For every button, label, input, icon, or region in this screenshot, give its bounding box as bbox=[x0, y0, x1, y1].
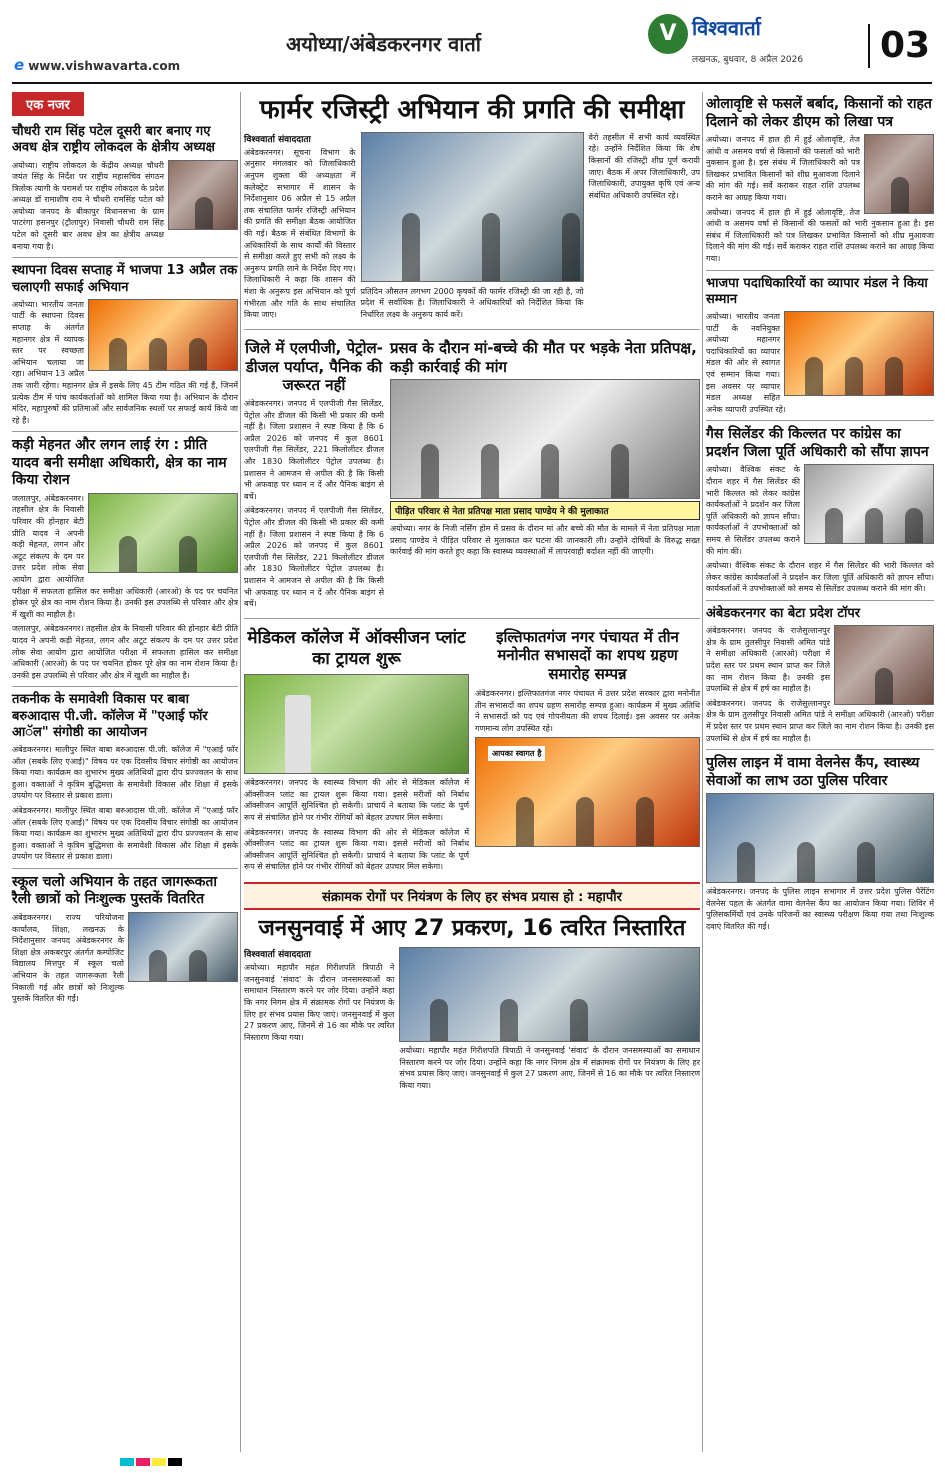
article-headline[interactable]: पुलिस लाइन में वामा वेलनेस कैंप, स्वास्थ्य सेवाओं का लाभ उठा पुलिस परिवार bbox=[706, 755, 920, 789]
person-figure bbox=[865, 508, 883, 544]
article-body: अयोध्या। वैश्विक संकट के दौरान शहर में गैस सिलेंडर की भारी किल्लत को लेकर कांग्रेस कार्यकर्ताओं ने प्रदर्शन कर जिला पूर्ति अधिकारी को ज्ञापन सौंपा। कार्यकर्ताओं ने उपभोक्ताओं को समय से सिलेंडर उपलब्ध कराने की मांग की। bbox=[706, 465, 800, 556]
person-figure bbox=[189, 338, 207, 370]
article-body: अयोध्या। जनपद में हाल ही में हुई ओलावृष्टि, तेज आंधी व असमय वर्षा से किसानों की फसलों को भारी नुकसान हुआ है। इस संबंध में जिलाधिकारी को पत्र लिखकर प्रभावित किसानों को शीघ्र मुआवजा दिलाने की मांग की गई। सर्वे कराकर राहत राशि उपलब्ध कराने का आग्रह किया गया। bbox=[706, 135, 860, 202]
oxygen-plant-photo bbox=[244, 674, 469, 774]
article-body: अंबेडकरनगर। जनपद में एलपीजी गैस सिलेंडर, पेट्रोल और डीजल की किसी भी प्रकार की कमी नहीं है। जिला प्रशासन ने स्पष्ट किया है कि 6 अप्रैल 2026 को जनपद में कुल 8601 एलपीजी गैस सिलेंडर, 221 किलोलीटर डीजल और 1830 किलोलीटर पेट्रोल उपलब्ध है। प्रशासन ने आमजन से अपील की है कि किसी भी अफवाह पर ध्यान न दें और पैनिक बाइंग से बचें। bbox=[244, 399, 384, 501]
article-headline[interactable]: स्कूल चलो अभियान के तहत जागरूकता रैली छात्रों को निःशुल्क पुस्तकें वितरित bbox=[12, 873, 218, 908]
person-figure bbox=[885, 357, 903, 395]
photo-caption: पीड़ित परिवार से नेता प्रतिपक्ष माता प्रसाद पाण्डेय ने की मुलाकात bbox=[390, 501, 700, 520]
person-figure bbox=[149, 338, 167, 370]
divider bbox=[12, 431, 238, 432]
article-headline[interactable]: अंबेडकरनगर का बेटा प्रदेश टॉपर bbox=[706, 605, 861, 621]
left-column bbox=[12, 92, 238, 1008]
article-body: अंबेडकरनगर। सूचना विभाग के अनुसार मंगलवार को जिलाधिकारी अनुपम शुक्ला की अध्यक्षता में कलेक्ट्रेट सभागार में शासन के निर्देशानुसार 06 अप्रैल से 15 अप्रैल तक संचालित फार्मर रजिस्ट्री अभियान की प्रगति की समीक्षा बैठक आयोजित की गई। बैठक में संबंधित विभागों के अधिकारियों के साथ कार्यों की विस्तार से समीक्षा करते हुए सभी को लक्ष्य के अनुरूप प्रगति लाने के निर्देश दिए गए। जिलाधिकारी ने कहा कि शासन की मंशा के अनुरूप इस अभियान को पूर्ण गंभीरता और गति के साथ संचालित किया जाए। bbox=[244, 147, 356, 320]
byline: विश्ववार्ता संवाददाता bbox=[244, 950, 311, 961]
article-headline[interactable]: चौधरी राम सिंह पटेल दूसरी बार बनाए गए अवध क्षेत्र राष्ट्रीय लोकदल के क्षेत्रीय अध्यक्ष bbox=[12, 124, 215, 156]
lead-headline[interactable]: फार्मर रजिस्ट्री अभियान की प्रगति की समीक्षा bbox=[259, 95, 685, 125]
person-figure bbox=[562, 213, 580, 281]
brand-logo-icon: V bbox=[648, 14, 688, 54]
divider bbox=[706, 749, 934, 750]
divider bbox=[12, 686, 238, 687]
portrait-photo bbox=[168, 160, 238, 230]
person-figure bbox=[891, 177, 909, 213]
oxygen-tank bbox=[285, 695, 311, 773]
person-figure bbox=[482, 213, 500, 281]
divider bbox=[12, 868, 238, 869]
person-figure bbox=[481, 444, 499, 498]
color-swatch bbox=[120, 1458, 134, 1466]
camp-photo bbox=[706, 793, 934, 883]
article-body: जलालपुर, अंबेडकरनगर। तहसील क्षेत्र के निवासी परिवार की होनहार बेटी प्रीति यादव ने अपनी कड़ी मेहनत, लगन और अटूट संकल्प के दम पर उत्तर प्रदेश लोक सेवा आयोग द्वारा आयोजित परीक्षा में सफलता हासिल कर समीक्षा अधिकारी (आरओ) के पद पर चयनित होकर पूरे क्षेत्र का नाम रोशन किया है। उनकी इस उपलब्धि से परिवार और क्षेत्र में खुशी का माहौल है। bbox=[12, 493, 238, 619]
column-divider bbox=[240, 92, 241, 1452]
person-figure bbox=[737, 842, 755, 882]
website-link[interactable] bbox=[14, 56, 180, 74]
person-figure bbox=[805, 357, 823, 395]
person-figure bbox=[195, 197, 213, 228]
divider bbox=[244, 618, 700, 619]
article-body: वेरो तहसील में सभी कार्य व्यवस्थित रहे। उन्होंने निर्देशित किया कि शेष किसानों की रजिस्ट्री शीघ्र पूर्ण करायी जाए। बैठक में अपर जिलाधिकारी, उप जिलाधिकारी, उपायुक्त कृषि एवं अन्य संबंधित अधिकारी उपस्थित रहे। bbox=[588, 132, 700, 200]
hearing-photo bbox=[399, 947, 700, 1042]
person-figure bbox=[179, 536, 197, 572]
dateline: लखनऊ, बुधवार, 8 अप्रैल 2026 bbox=[692, 55, 804, 65]
person-figure bbox=[611, 444, 629, 498]
divider bbox=[706, 420, 934, 421]
article-body: अयोध्या। महापौर महंत गिरीशपति त्रिपाठी ने जनसुनवाई 'संवाद' के दौरान जनसमस्याओं का समाधान निस्तारण करने पर जोर दिया। उन्होंने कहा कि नगर निगम क्षेत्र में संक्रामक रोगों पर नियंत्रण के लिए हर संभव प्रयास किए जाएं। जनसुनवाई में कुल 27 प्रकरण आए, जिनमें से 16 का मौके पर त्वरित निस्तारण किया गया। bbox=[244, 963, 395, 1042]
person-figure bbox=[905, 508, 923, 544]
article-headline[interactable]: भाजपा पदाधिकारियों का व्यापार मंडल ने किया सम्मान bbox=[706, 275, 928, 307]
person-figure bbox=[825, 508, 843, 544]
rally-photo bbox=[128, 912, 238, 982]
article-body: अंबेडकरनगर। मालीपुर स्थित बाबा बरुआदास पी.जी. कॉलेज में "एआई फॉर ऑल (सबके लिए एआई)" विषय पर एक दिवसीय विचार संगोष्ठी का आयोजन किया गया। कार्यक्रम का शुभारंभ मुख्य अतिथियों द्वारा दीप प्रज्ज्वलन के साथ हुआ। वक्ताओं ने कृत्रिम बुद्धिमत्ता के समावेशी विकास और शिक्षा में इसके उपयोग पर विस्तार से प्रकाश डाला। bbox=[12, 745, 238, 801]
article-body: अयोध्या। जनपद में हाल ही में हुई ओलावृष्टि, तेज आंधी व असमय वर्षा से किसानों की फसलों को भारी नुकसान हुआ है। इस संबंध में जिलाधिकारी को पत्र लिखकर प्रभावित किसानों को शीघ्र मुआवजा दिलाने की मांग की गई। सर्वे कराकर राहत राशि उपलब्ध कराने का आग्रह किया गया। bbox=[706, 207, 934, 263]
middle-column bbox=[244, 92, 700, 1095]
person-figure bbox=[402, 213, 420, 281]
article-body: अयोध्या। महापौर महंत गिरीशपति त्रिपाठी ने जनसुनवाई 'संवाद' के दौरान जनसमस्याओं का समाधान निस्तारण करने पर जोर दिया। उन्होंने कहा कि नगर निगम क्षेत्र में संक्रामक रोगों पर नियंत्रण के लिए हर संभव प्रयास किए जाएं। जनसुनवाई में कुल 27 प्रकरण आए, जिनमें से 16 का मौके पर त्वरित निस्तारण किया गया। bbox=[399, 1046, 700, 1091]
portrait-photo bbox=[864, 134, 934, 214]
person-figure bbox=[189, 950, 207, 981]
section-tag: एक नजर bbox=[12, 92, 84, 116]
person-figure bbox=[576, 797, 594, 847]
meeting-photo bbox=[361, 132, 584, 282]
article-body: अंबेडकरनगर। जनपद के स्वास्थ्य विभाग की ओर से मेडिकल कॉलेज में ऑक्सीजन प्लांट का ट्रायल शुरू किया गया। इससे मरीजों को निर्बाध ऑक्सीजन आपूर्ति सुनिश्चित हो सकेगी। प्राचार्य ने बताया कि प्लांट के पूर्ण रूप से संचालित होने पर गंभीर रोगियों को बेहतर उपचार मिल सकेगा। bbox=[244, 827, 469, 872]
divider bbox=[706, 270, 934, 271]
article-body: अयोध्या। भारतीय जनता पार्टी के नवनियुक्त अयोध्या महानगर पदाधिकारियों का व्यापार मंडल की ओर से स्वागत एवं सम्मान किया गया। इस अवसर पर व्यापार मंडल अध्यक्ष सहित अनेक व्यापारी उपस्थित रहे। bbox=[706, 312, 786, 414]
person-figure bbox=[570, 999, 588, 1042]
print-color-bar bbox=[120, 1458, 182, 1466]
header-rule bbox=[12, 82, 932, 84]
person-figure bbox=[845, 357, 863, 395]
person-figure bbox=[109, 338, 127, 370]
ceremony-photo bbox=[475, 737, 700, 847]
article-headline[interactable]: तकनीक के समावेशी विकास पर बाबा बरुआदास पी.जी. कॉलेज में "एआई फॉर आॅल" संगोष्ठी का आयोजन bbox=[12, 692, 208, 740]
article-headline[interactable]: मेडिकल कॉलेज में ऑक्सीजन प्लांट का ट्रायल शुरू bbox=[247, 627, 466, 669]
protest-photo bbox=[804, 464, 934, 544]
person-figure bbox=[516, 797, 534, 847]
person-figure bbox=[500, 999, 518, 1042]
article-headline[interactable]: स्थापना दिवस सप्ताह में भाजपा 13 अप्रैल तक चलाएगी सफाई अभियान bbox=[12, 263, 238, 295]
article-headline[interactable]: कड़ी मेहनत और लगन लाई रंग : प्रीति यादव बनी समीक्षा अधिकारी, क्षेत्र का नाम किया रोशन bbox=[12, 437, 227, 489]
person-figure bbox=[421, 444, 439, 498]
event-photo bbox=[88, 299, 238, 371]
article-headline[interactable]: प्रसव के दौरान मां-बच्चे की मौत पर भड़के नेता प्रतिपक्ष, कड़ी कार्रवाई की मांग bbox=[390, 338, 697, 376]
divider bbox=[12, 257, 238, 258]
article-body: प्रतिदिन औसतन लगभग 2000 कृषकों की फार्मर रजिस्ट्री की जा रही है, जो प्रदेश में सर्वाधिक है। जिलाधिकारी ने अधिकारियों को निर्देशित किया कि निर्धारित लक्ष्य के अनुरूप कार्य करें। bbox=[360, 286, 584, 320]
article-body: अयोध्या। नगर के निजी नर्सिंग होम में प्रसव के दौरान मां और बच्चे की मौत के मामले में नेता प्रतिपक्ष माता प्रसाद पाण्डेय ने पीड़ित परिवार से मुलाकात कर घटना की जानकारी ली। उन्होंने दोषियों के विरुद्ध सख्त कार्रवाई की मांग करते हुए कहा कि स्वास्थ्य व्यवस्थाओं में लापरवाही बर्दाश्त नहीं की जाएगी। bbox=[390, 524, 700, 557]
article-body: अंबेडकरनगर। जनपद के राजेसुल्तानपुर क्षेत्र के ग्राम तुलसीपुर निवासी अमित पांडे ने समीक्षा अधिकारी (आरओ) परीक्षा में प्रदेश स्तर पर प्रथम स्थान प्राप्त कर जिले का नाम रोशन किया है। उनकी इस उपलब्धि से क्षेत्र में हर्ष का माहौल है। bbox=[706, 698, 934, 743]
column-divider bbox=[702, 92, 703, 1452]
browser-icon: e bbox=[14, 56, 25, 74]
article-body: अयोध्या। भारतीय जनता पार्टी के स्थापना दिवस सप्ताह के अंतर्गत महानगर क्षेत्र में व्यापक स्तर पर स्वच्छता अभियान चलाया जा रहा। अभियान 13 अप्रैल तक जारी रहेगा। महानगर क्षेत्र में इसके लिए 45 टीम गठित की गई हैं, जिनमें प्रत्येक टीम में पांच कार्यकर्ताओं को शामिल किया गया है। अभियान के दौरान मंदिर, महापुरुषों की प्रतिमाओं और सार्वजनिक स्थलों पर सफाई कार्य किये जा रहे हैं। bbox=[12, 299, 238, 425]
article-body: अयोध्या। राष्ट्रीय लोकदल के केंद्रीय अध्यक्ष चौधरी जयंत सिंह के निर्देश पर राष्ट्रीय महासचिव संगठन त्रिलोक त्यागी के परामर्श पर राष्ट्रीय लोकदल के प्रदेश अध्यक्ष डॉ रामाशीष राय ने चौधरी रामसिंह पटेल को अयोध्या जनपद के बीकापुर विधानसभा के ग्राम पाटरंगा हसनपुर (ट्रौलापुर) निवासी चौधरी राम सिंह पटेल को दूसरी बार अवध क्षेत्र का क्षेत्रीय अध्यक्ष बनाया गया है। bbox=[12, 160, 164, 251]
article-body: अयोध्या। वैश्विक संकट के दौरान शहर में गैस सिलेंडर की भारी किल्लत को लेकर कांग्रेस कार्यकर्ताओं ने प्रदर्शन कर जिला पूर्ति अधिकारी को ज्ञापन सौंपा। कार्यकर्ताओं ने उपभोक्ताओं को समय से सिलेंडर उपलब्ध कराने की मांग की। bbox=[706, 561, 934, 594]
byline: विश्ववार्ता संवाददाता bbox=[244, 134, 311, 145]
divider bbox=[706, 600, 934, 601]
article-body: अंबेडकरनगर। जनपद के स्वास्थ्य विभाग की ओर से मेडिकल कॉलेज में ऑक्सीजन प्लांट का ट्रायल शुरू किया गया। इससे मरीजों को निर्बाध ऑक्सीजन आपूर्ति सुनिश्चित हो सकेगी। प्राचार्य ने बताया कि प्लांट के पूर्ण रूप से संचालित होने पर गंभीर रोगियों को बेहतर उपचार मिल सकेगा। bbox=[244, 778, 469, 823]
person-figure bbox=[541, 444, 559, 498]
website-text: www.vishwavarta.com bbox=[28, 59, 181, 73]
article-headline[interactable]: इल्तिफातगंज नगर पंचायत में तीन मनोनीत सभासदों का शपथ ग्रहण समारोह सम्पन्न bbox=[496, 627, 679, 684]
section-title: अयोध्या/अंबेडकरनगर वार्ता bbox=[286, 32, 481, 56]
right-column bbox=[706, 92, 934, 935]
person-figure bbox=[857, 842, 875, 882]
event-photo bbox=[784, 311, 934, 396]
person-figure bbox=[149, 950, 167, 981]
article-body: जलालपुर, अंबेडकरनगर। तहसील क्षेत्र के निवासी परिवार की होनहार बेटी प्रीति यादव ने अपनी कड़ी मेहनत, लगन और अटूट संकल्प के दम पर उत्तर प्रदेश लोक सेवा आयोग द्वारा आयोजित परीक्षा में सफलता हासिल कर समीक्षा अधिकारी (आरओ) के पद पर चयनित होकर पूरे क्षेत्र का नाम रोशन किया है। उनकी इस उपलब्धि से परिवार और क्षेत्र में खुशी का माहौल है। bbox=[12, 624, 238, 680]
color-swatch bbox=[168, 1458, 182, 1466]
color-swatch bbox=[152, 1458, 166, 1466]
page-number: 03 bbox=[868, 24, 930, 68]
article-headline[interactable]: गैस सिलेंडर की किल्लत पर कांग्रेस का प्रदर्शन जिला पूर्ति अधिकारी को सौंपा ज्ञापन bbox=[706, 426, 929, 460]
person-figure bbox=[636, 797, 654, 847]
article-headline[interactable]: जनसुनवाई में आए 27 प्रकरण, 16 त्वरित निस्तारित bbox=[258, 915, 686, 941]
portrait-photo bbox=[834, 625, 934, 705]
welcome-sign: आपका स्वागत है bbox=[488, 746, 545, 761]
article-body: अंबेडकरनगर। जनपद में एलपीजी गैस सिलेंडर, पेट्रोल और डीजल की किसी भी प्रकार की कमी नहीं है। जिला प्रशासन ने स्पष्ट किया है कि 6 अप्रैल 2026 को जनपद में कुल 8601 एलपीजी गैस सिलेंडर, 221 किलोलीटर डीजल और 1830 किलोलीटर पेट्रोल उपलब्ध है। प्रशासन ने आमजन से अपील की है कि किसी भी अफवाह पर ध्यान न दें और पैनिक बाइंग से बचें। bbox=[244, 506, 384, 609]
person-figure bbox=[875, 668, 893, 704]
lead-article bbox=[244, 132, 700, 324]
article-body: अंबेडकरनगर। राज्य परियोजना कार्यालय, शिक्षा, लखनऊ के निर्देशानुसार जनपद अंबेडकरनगर के शिक्षा क्षेत्र अकबरपुर अंतर्गत कम्पोजिट विद्यालय मित्तपुर में स्कूल चलो अभियान के तहत जागरूकता रैली निकाली गई और छात्रों को निःशुल्क पुस्तकें वितरित की गईं। bbox=[12, 912, 124, 1004]
divider bbox=[244, 329, 700, 330]
article-headline[interactable]: ओलावृष्टि से फसलें बर्बाद, किसानों को राहत दिलाने को लेकर डीएम को लिखा पत्र bbox=[706, 96, 932, 130]
person-figure bbox=[797, 842, 815, 882]
visit-photo bbox=[390, 379, 700, 499]
article-body: अंबेडकरनगर। जनपद के पुलिस लाइन सभागार में उत्तर प्रदेश पुलिस पैरेंटिंग वेलनेस पहल के अंतर्गत वामा वेलनेस कैंप का आयोजन किया गया। शिविर में पुलिसकर्मियों एवं उनके परिजनों का स्वास्थ्य परीक्षण किया गया तथा निःशुल्क दवाएं वितरित की गईं। bbox=[706, 887, 934, 931]
article-headline[interactable]: जिले में एलपीजी, पेट्रोल-डीजल पर्याप्त, पैनिक की जरूरत नहीं bbox=[245, 338, 383, 395]
headline-banner[interactable]: संक्रामक रोगों पर नियंत्रण के लिए हर संभव प्रयास हो : महापौर bbox=[244, 882, 700, 910]
color-swatch bbox=[136, 1458, 150, 1466]
article-body: अंबेडकरनगर। मालीपुर स्थित बाबा बरुआदास पी.जी. कॉलेज में "एआई फॉर ऑल (सबके लिए एआई)" विषय पर एक दिवसीय विचार संगोष्ठी का आयोजन किया गया। कार्यक्रम का शुभारंभ मुख्य अतिथियों द्वारा दीप प्रज्ज्वलन के साथ हुआ। वक्ताओं ने कृत्रिम बुद्धिमत्ता के समावेशी विकास और शिक्षा में इसके उपयोग पर विस्तार से प्रकाश डाला। bbox=[12, 806, 238, 862]
event-photo bbox=[88, 493, 238, 573]
article-body: अंबेडकरनगर। इल्तिफातगंज नगर पंचायत में उत्तर प्रदेश सरकार द्वारा मनोनीत तीन सभासदों का शपथ ग्रहण समारोह सम्पन्न हुआ। कार्यक्रम में मुख्य अतिथि ने सभासदों को पद एवं गोपनीयता की शपथ दिलाई। इस अवसर पर अनेक गणमान्य लोग उपस्थित रहे। bbox=[475, 688, 700, 733]
article-body: अंबेडकरनगर। जनपद के राजेसुल्तानपुर क्षेत्र के ग्राम तुलसीपुर निवासी अमित पांडे ने समीक्षा अधिकारी (आरओ) परीक्षा में प्रदेश स्तर पर प्रथम स्थान प्राप्त कर जिले का नाम रोशन किया है। उनकी इस उपलब्धि से क्षेत्र में हर्ष का माहौल है। bbox=[706, 626, 830, 694]
person-figure bbox=[119, 536, 137, 572]
person-figure bbox=[430, 999, 448, 1042]
masthead bbox=[0, 0, 945, 100]
brand-name: विश्ववार्ता bbox=[692, 16, 761, 40]
